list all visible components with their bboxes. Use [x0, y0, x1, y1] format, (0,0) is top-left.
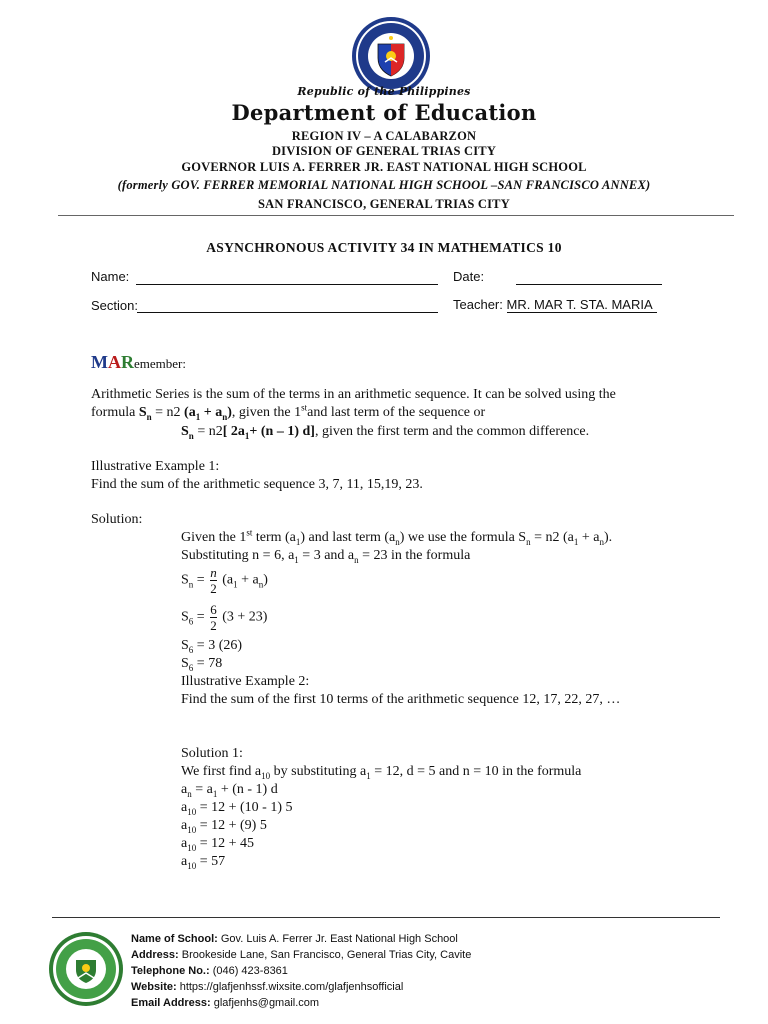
- teacher-value: MR. MAR T. STA. MARIA: [507, 297, 657, 313]
- name-label: Name:: [91, 269, 130, 284]
- republic-heading: Republic of the Philippines: [297, 85, 471, 98]
- footer-school: Name of School: Gov. Luis A. Ferrer Jr. East National High School: [131, 933, 458, 945]
- example2-line-5: $a_{10} = 12 + 45$: [181, 836, 255, 853]
- example1-formula-4: $S_6 = 78$: [181, 656, 223, 673]
- example1-formula-3: $S_6 = 3$ (26): [181, 638, 243, 655]
- footer-telephone: Telephone No.: (046) 423-8361: [131, 965, 288, 977]
- school-logo: [47, 930, 125, 1008]
- location-line: SAN FRANCISCO, GENERAL TRIAS CITY: [258, 197, 510, 211]
- example1-formula-1: $S_n$ = $\frac{n}{2}$ $(a_1 + a_n)$: [181, 565, 268, 596]
- example1-step-2: Substituting n = 6, $a_1 = 3$ and $a_n = 23$ in the formula: [181, 548, 471, 565]
- department-heading: Department of Education: [231, 100, 537, 125]
- example2-heading: Illustrative Example 2:: [181, 674, 310, 689]
- website-link[interactable]: https://glafjenhssf.wixsite.com/glafjenhsofficial: [176, 981, 404, 993]
- region-line: REGION IV – A CALABARZON: [291, 129, 477, 143]
- example2-line-2: $a_n = a_1 + (n - 1)$ d: [181, 782, 278, 799]
- footer-website: Website: https://glafjenhssf.wixsite.com/glafjenhsofficial: [131, 981, 404, 993]
- example2-solution-label: Solution 1:: [181, 746, 243, 761]
- footer-divider: [52, 917, 720, 918]
- intro-line-1: Arithmetic Series is the sum of the terms in an arithmetic sequence. It can be solved using the: [91, 387, 616, 402]
- example2-line-4: $a_{10} = 12 + (9)$ 5: [181, 818, 267, 835]
- name-field[interactable]: [136, 284, 438, 285]
- footer-email: Email Address: glafjenhs@gmail.com: [131, 997, 320, 1009]
- example1-solution-label: Solution:: [91, 512, 143, 527]
- formerly-line: (formerly GOV. FERRER MEMORIAL NATIONAL HIGH SCHOOL –SAN FRANCISCO ANNEX): [117, 178, 651, 192]
- deped-seal-logo: [351, 16, 431, 96]
- remember-heading: MARemember:: [91, 352, 186, 372]
- teacher-row: [453, 297, 657, 313]
- date-field[interactable]: [516, 284, 662, 285]
- example2-line-3: $a_{10} = 12 + (10 - 1)$ 5: [181, 800, 293, 817]
- footer-address: Address: Brookeside Lane, San Francisco, General Trias City, Cavite: [131, 949, 472, 961]
- section-label: Section:: [91, 298, 138, 313]
- example2-line-1: We first find $a_{10}$ by substituting $a_1 = 12$, d = 5 and n = 10 in the formula: [181, 764, 582, 781]
- school-line: GOVERNOR LUIS A. FERRER JR. EAST NATIONAL HIGH SCHOOL: [181, 160, 587, 174]
- example2-line-6: $a_{10} = 57$: [181, 854, 226, 871]
- example1-step-1: Given the 1st term $(a_1)$ and last term $(a_n)$ we use the formula $S_n = n2$ $(a_1 + a_n)$.: [181, 527, 613, 547]
- activity-title: ASYNCHRONOUS ACTIVITY 34 IN MATHEMATICS 10: [206, 240, 562, 255]
- section-field[interactable]: [137, 312, 438, 313]
- fraction-6-over-2: $\frac{6}{2}$: [210, 602, 217, 633]
- date-label: Date:: [453, 269, 485, 284]
- example2-question: Find the sum of the first 10 terms of the arithmetic sequence 12, 17, 22, 27, …: [181, 692, 621, 707]
- intro-line-2: formula $S_n = n2$ $(a_1 + a_n)$, given the 1stand last term of the sequence or: [91, 402, 486, 422]
- teacher-label: Teacher:: [453, 297, 503, 312]
- example1-heading: Illustrative Example 1:: [91, 459, 220, 474]
- intro-line-3: $S_n = n2$[ $2a_1+ (n - 1)$ d], given the first term and the common difference.: [181, 424, 590, 441]
- email-link[interactable]: glafjenhs@gmail.com: [210, 997, 320, 1009]
- header-divider: [58, 215, 734, 216]
- fraction-n-over-2: $\frac{n}{2}$: [210, 565, 217, 596]
- example1-question: Find the sum of the arithmetic sequence 3, 7, 11, 15,19, 23.: [91, 477, 423, 492]
- division-line: DIVISION OF GENERAL TRIAS CITY: [271, 144, 497, 158]
- example1-formula-2: $S_6$ = $\frac{6}{2}$ (3 + 23): [181, 602, 268, 633]
